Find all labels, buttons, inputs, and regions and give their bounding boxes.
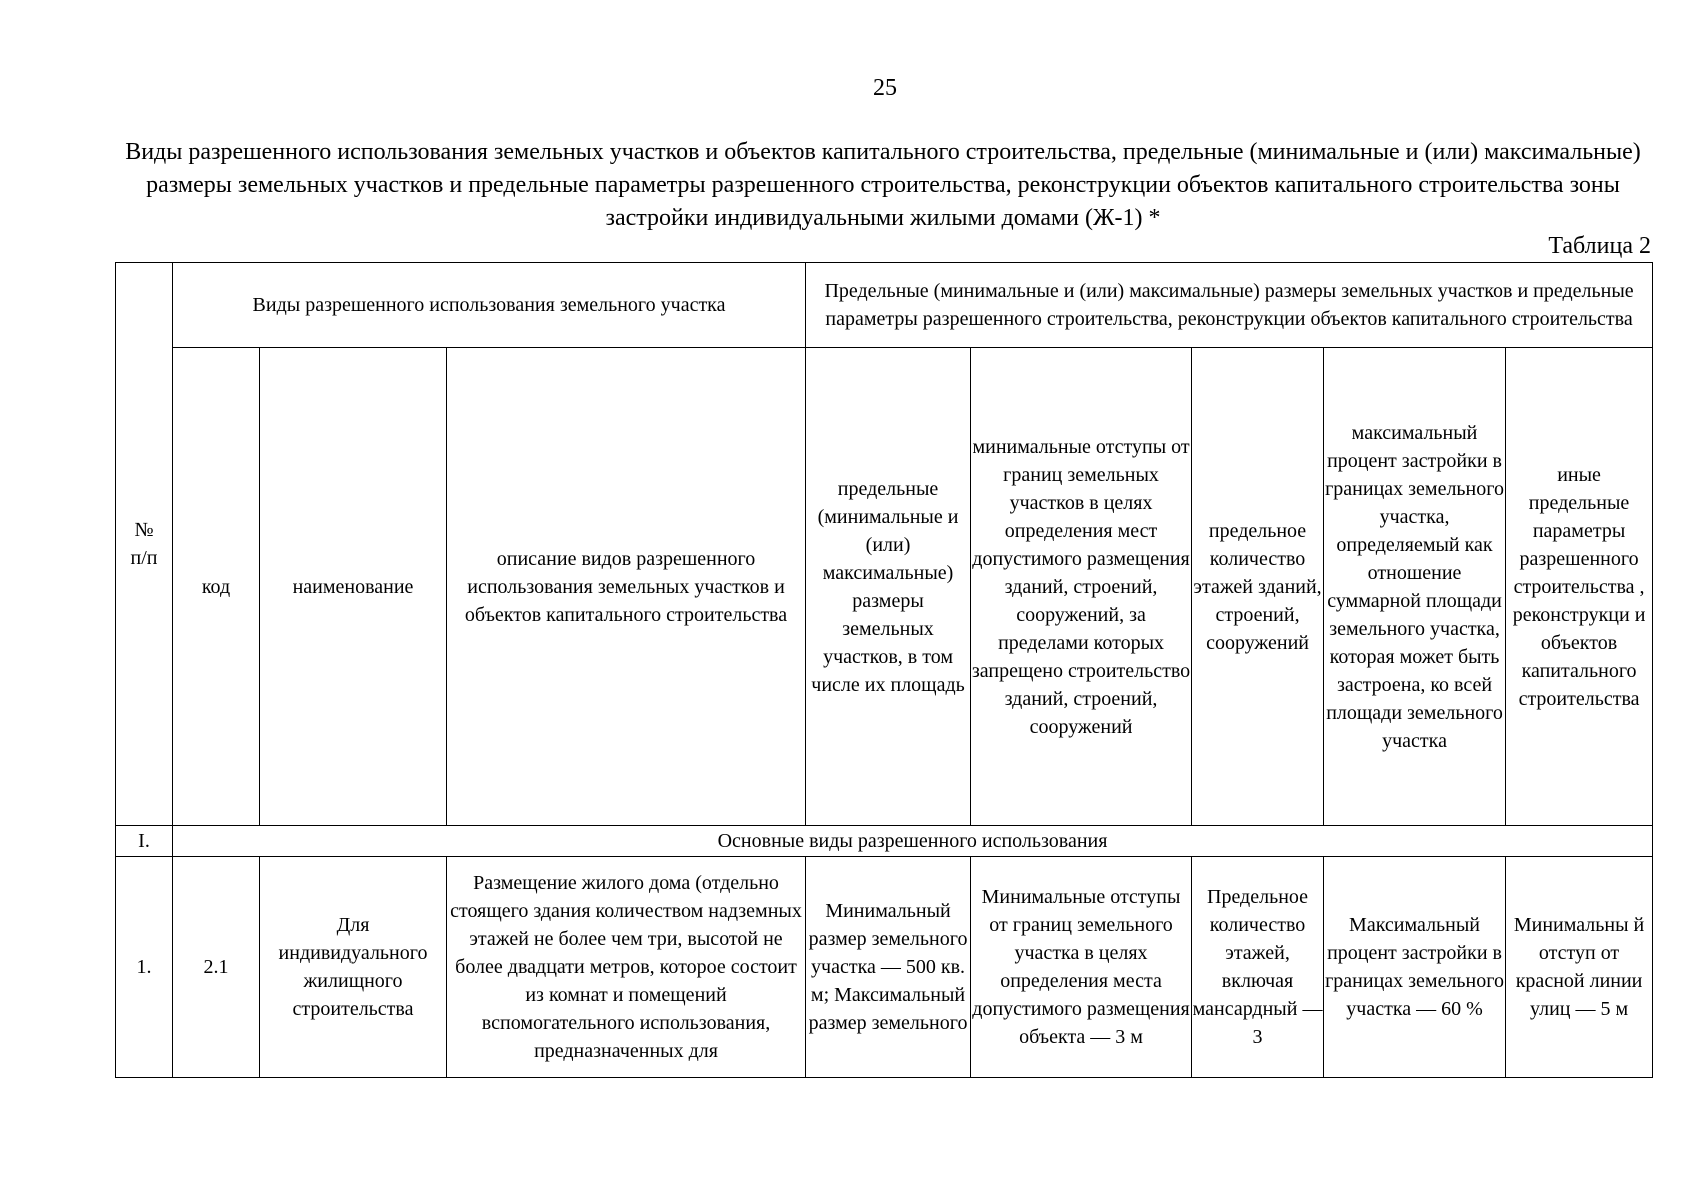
header-setbacks: минимальные отступы от границ земельных участков в целях определения мест допустимого размещения зданий, строений, сооружений, за пределами которых запрещено строительство зданий, строений, сооружений bbox=[971, 348, 1192, 826]
header-description: описание видов разрешенного использования земельных участков и объектов капитального строительства bbox=[447, 348, 806, 826]
row-other: Минимальны й отступ от красной линии улиц — 5 м bbox=[1506, 857, 1653, 1078]
row-size: Минимальный размер земельного участка — 500 кв. м; Максимальный размер земельного bbox=[806, 857, 971, 1078]
header-number: № п/п bbox=[116, 263, 173, 826]
table-label: Таблица 2 bbox=[1548, 233, 1651, 259]
header-other: иные предельные параметры разрешенного строительства , реконструкци и объектов капитального строительства bbox=[1506, 348, 1653, 826]
table-header-columns-row bbox=[116, 348, 1653, 826]
header-group-uses: Виды разрешенного использования земельного участка bbox=[173, 263, 806, 348]
row-description: Размещение жилого дома (отдельно стоящего здания количеством надземных этажей не более чем три, высотой не более двадцати метров, которое состоит из комнат и помещений вспомогательного использования, предназначенных для bbox=[447, 857, 806, 1078]
header-coverage: максимальный процент застройки в границах земельного участка, определяемый как отношение суммарной площади земельного участка, которая может быть застроена, ко всей площади земельного участка bbox=[1324, 348, 1506, 826]
row-setbacks: Минимальные отступы от границ земельного участка в целях определения места допустимого размещения объекта — 3 м bbox=[971, 857, 1192, 1078]
row-name: Для индивидуального жилищного строительства bbox=[260, 857, 447, 1078]
section-row bbox=[116, 826, 1653, 857]
section-number: I. bbox=[116, 826, 173, 857]
table-header-group-row bbox=[116, 263, 1653, 348]
header-name: наименование bbox=[260, 348, 447, 826]
page-number: 25 bbox=[873, 75, 897, 101]
table-row bbox=[116, 857, 1653, 1078]
section-label: Основные виды разрешенного использования bbox=[173, 826, 1653, 857]
row-number: 1. bbox=[116, 857, 173, 1078]
row-coverage: Максимальный процент застройки в границах земельного участка — 60 % bbox=[1324, 857, 1506, 1078]
header-group-params: Предельные (минимальные и (или) максимальные) размеры земельных участков и предельные параметры разрешенного строительства, реконструкции объектов капитального строительства bbox=[806, 263, 1653, 348]
header-floors: предельное количество этажей зданий, строений, сооружений bbox=[1192, 348, 1324, 826]
document-title: Виды разрешенного использования земельных участков и объектов капитального строительства, предельные (минимальные и (или) максимальные) размеры земельных участков и предельные параметры разрешенного строительства, реконструкции объектов капитального строительства зоны застройки индивидуальными жилыми домами (Ж-1) * bbox=[125, 139, 1641, 231]
header-code: код bbox=[173, 348, 260, 826]
zoning-table bbox=[115, 262, 1653, 1078]
row-floors: Предельное количество этажей, включая мансардный — 3 bbox=[1192, 857, 1324, 1078]
row-code: 2.1 bbox=[173, 857, 260, 1078]
header-size: предельные (минимальные и (или) максимальные) размеры земельных участков, в том числе их площадь bbox=[806, 348, 971, 826]
